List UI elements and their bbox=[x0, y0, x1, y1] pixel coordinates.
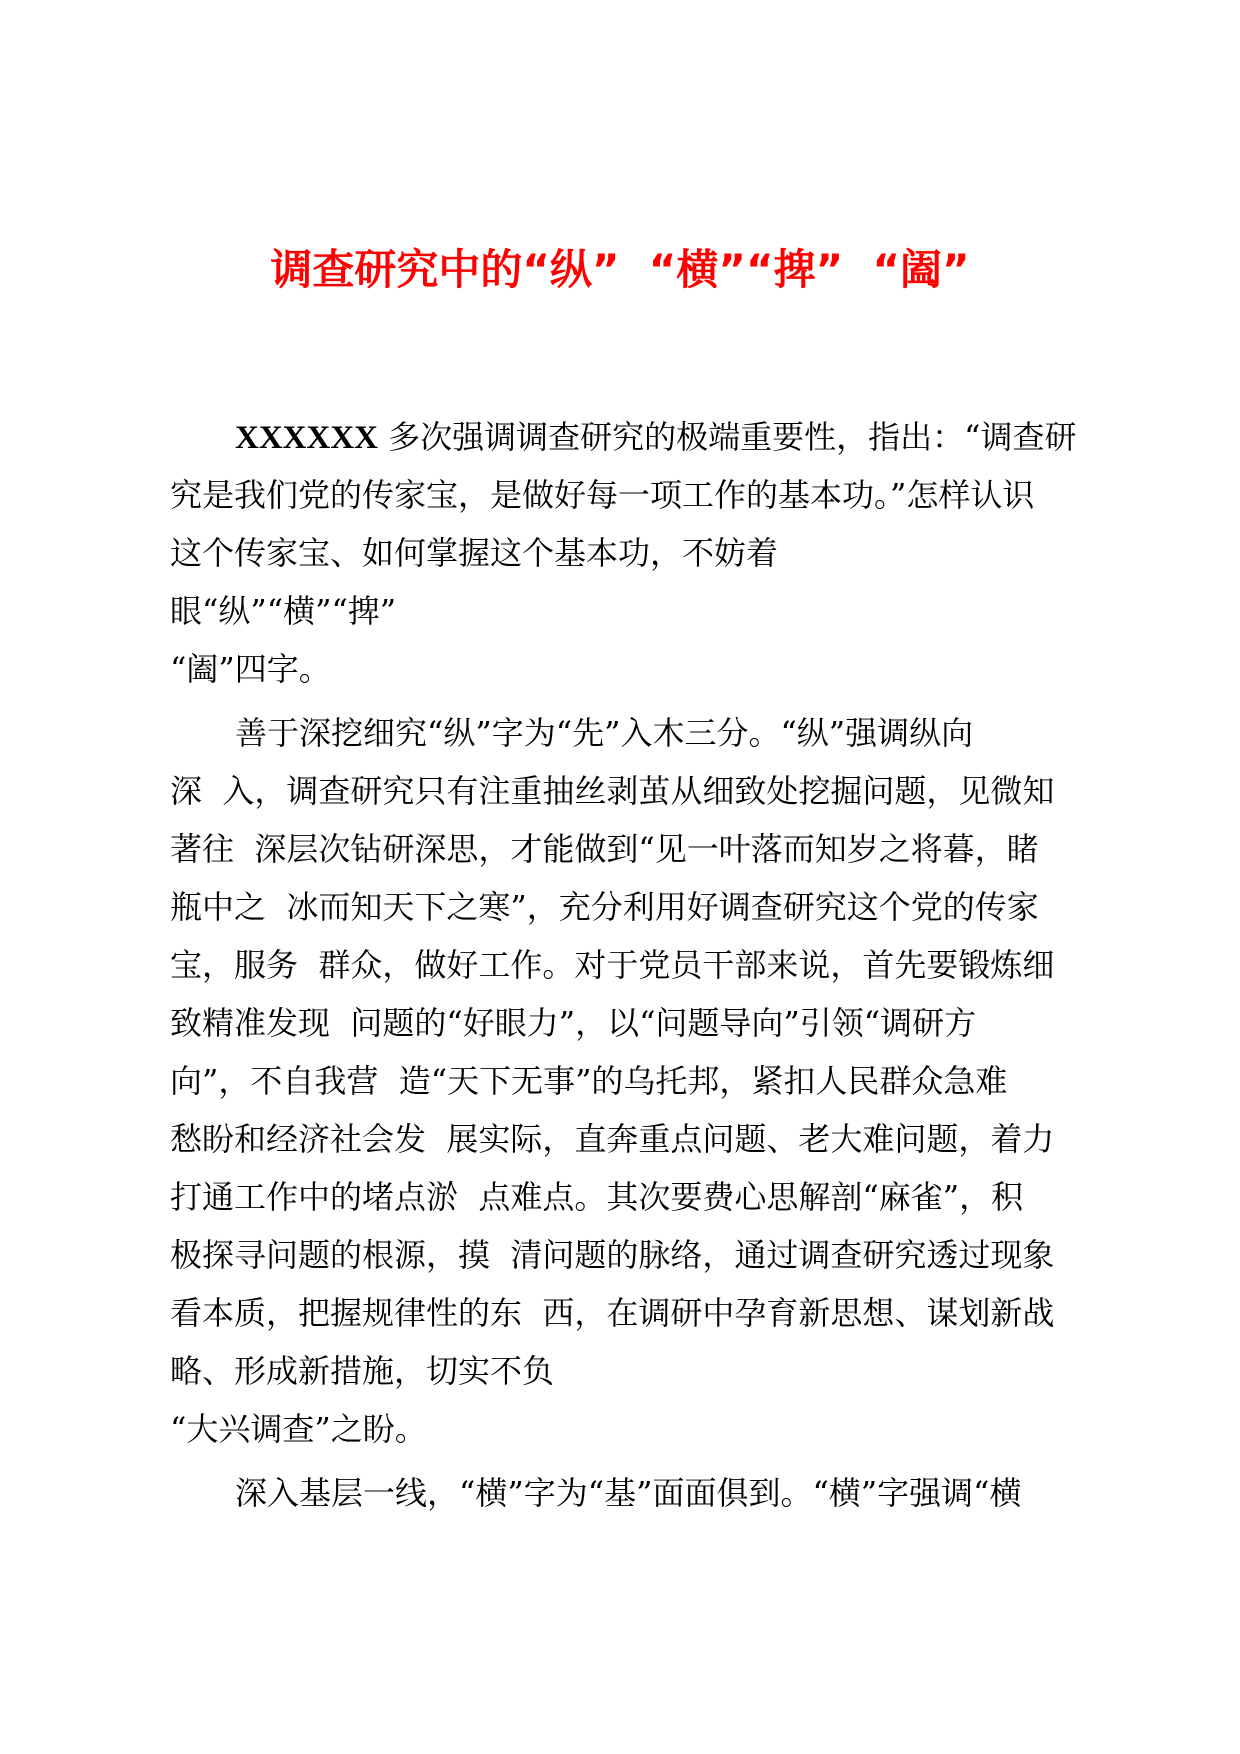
paragraph-2-line: 向”，不自我营 造“天下无事”的乌托邦，紧扣人民群众急难 bbox=[170, 1062, 1008, 1100]
document-title: 调查研究中的“纵” “横”“捭” “阖” bbox=[270, 245, 970, 294]
paragraph-2-line: 打通工作中的堵点淤 点难点。其次要费心思解剖“麻雀”，积 bbox=[170, 1178, 1024, 1216]
paragraph-2-line: 看本质，把握规律性的东 西，在调研中孕育新思想、谋划新战 bbox=[170, 1294, 1055, 1332]
paragraph-2-line: 著往 深层次钻研深思，才能做到“见一叶落而知岁之将暮，睹 bbox=[170, 830, 1039, 868]
paragraph-1-line: “阖”四字。 bbox=[170, 650, 331, 688]
paragraph-1-line-1 bbox=[235, 408, 1090, 466]
paragraph-1-line: 究是我们党的传家宝，是做好每一项工作的基本功。”怎样认识 bbox=[170, 476, 1035, 514]
paragraph-2-line: 极探寻问题的根源，摸 清问题的脉络，通过调查研究透过现象 bbox=[170, 1236, 1055, 1274]
author-placeholder: XXXXXX bbox=[235, 420, 378, 456]
paragraph-2-line: 愁盼和经济社会发 展实际，直奔重点问题、老大难问题，着力 bbox=[170, 1120, 1055, 1158]
paragraph-1-line: 眼“纵”“横”“捭” bbox=[170, 592, 397, 630]
paragraph-2-line: 致精准发现 问题的“好眼力”，以“问题导向”引领“调研方 bbox=[170, 1004, 977, 1042]
paragraph-2-line: 善于深挖细究“纵”字为“先”入木三分。“纵”强调纵向 bbox=[235, 714, 974, 752]
paragraph-2-line: “大兴调查”之盼。 bbox=[170, 1410, 427, 1448]
paragraph-2-line: 宝，服务 群众，做好工作。对于党员干部来说，首先要锻炼细 bbox=[170, 946, 1055, 984]
paragraph-2-line: 略、形成新措施，切实不负 bbox=[170, 1352, 555, 1390]
paragraph-1-line-1-text: 多次强调调查研究的极端重要性，指出：“调查研 bbox=[378, 418, 1077, 456]
paragraph-3-line: 深入基层一线，“横”字为“基”面面俱到。“横”字强调“横 bbox=[235, 1474, 1022, 1512]
paragraph-2-line: 瓶中之 冰而知天下之寒”，充分利用好调查研究这个党的传家 bbox=[170, 888, 1039, 926]
paragraph-2-line: 深 入，调查研究只有注重抽丝剥茧从细致处挖掘问题，见微知 bbox=[170, 772, 1055, 810]
paragraph-1-line: 这个传家宝、如何掌握这个基本功，不妨着 bbox=[170, 534, 779, 572]
